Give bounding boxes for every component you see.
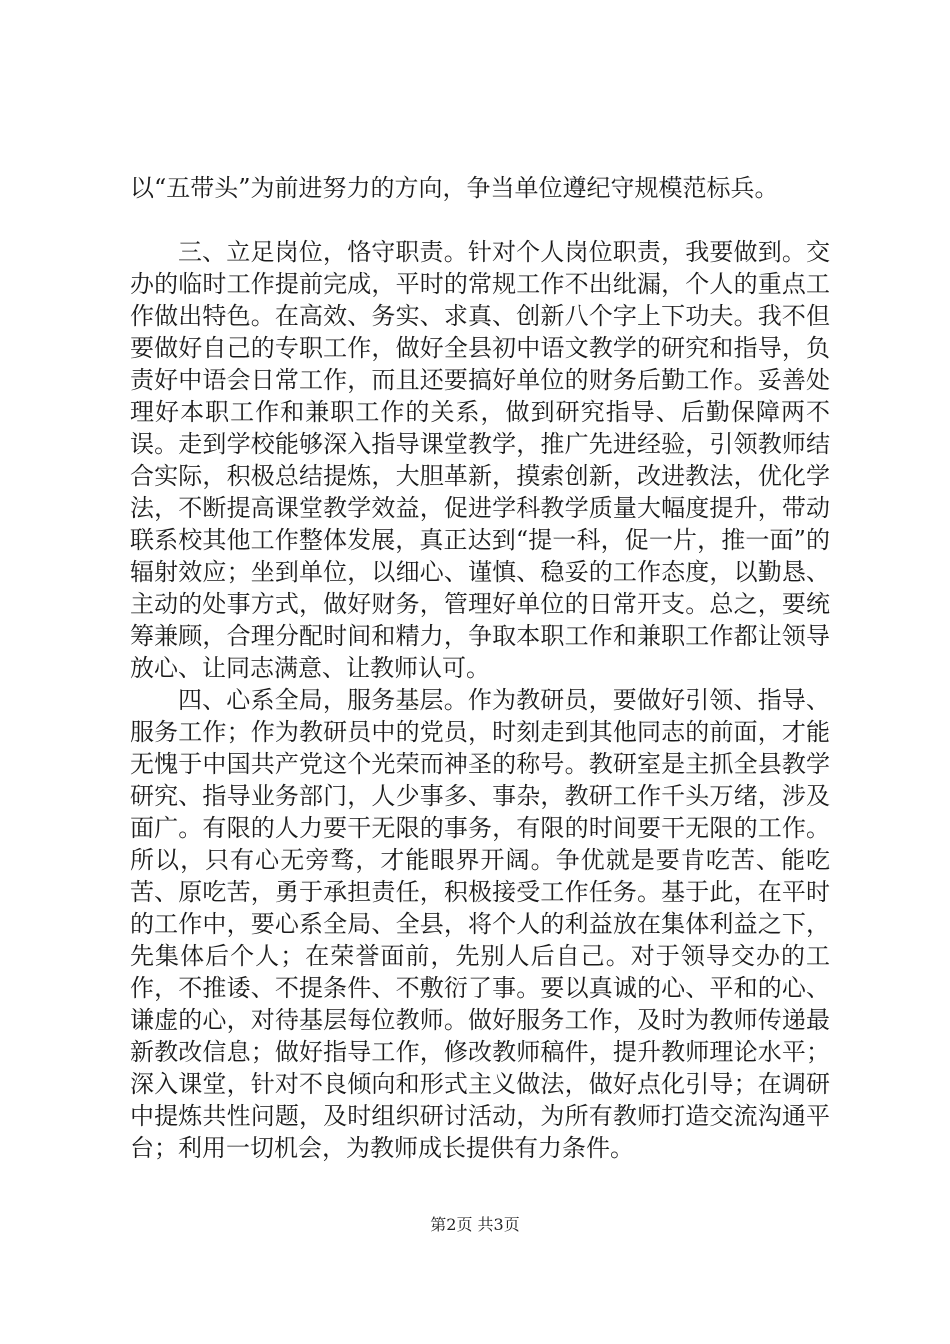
paragraph-closing-line: 以“五带头”为前进努力的方向，争当单位遵纪守规模范标兵。	[130, 174, 779, 202]
document-body	[130, 172, 830, 1164]
page-number-footer: 第2页 共3页	[430, 1215, 520, 1234]
paragraph-section-four: 四、心系全局，服务基层。作为教研员，要做好引领、指导、服务工作；作为教研员中的党员，时刻走到其他同志的前面，才能无愧于中国共产党这个光荣而神圣的称号。教研室是主抓全县教学研究、指导业务部门，人少事多、事杂，教研工作千头万绪，涉及面广。有限的人力要干无限的事务，有限的时间要干无限的工作。所以，只有心无旁骛，才能眼界开阔。争优就是要肯吃苦、能吃苦、原吃苦，勇于承担责任，积极接受工作任务。基于此，在平时的工作中，要心系全局、全县，将个人的利益放在集体利益之下，先集体后个人；在荣誉面前，先别人后自己。对于领导交办的工作，不推诿、不提条件、不敷衍了事。要以真诚的心、平和的心、谦虚的心，对待基层每位教师。做好服务工作，及时为教师传递最新教改信息；做好指导工作，修改教师稿件，提升教师理论水平；深入课堂，针对不良倾向和形式主义做法，做好点化引导；在调研中提炼共性问题，及时组织研讨活动，为所有教师打造交流沟通平台；利用一切机会，为教师成长提供有力条件。	[130, 686, 830, 1162]
paragraph-section-three: 三、立足岗位，恪守职责。针对个人岗位职责，我要做到。交办的临时工作提前完成，平时的常规工作不出纰漏，个人的重点工作做出特色。在高效、务实、求真、创新八个字上下功夫。我不但要做好自己的专职工作，做好全县初中语文教学的研究和指导，负责好中语会日常工作，而且还要搞好单位的财务后勤工作。妥善处理好本职工作和兼职工作的关系，做到研究指导、后勤保障两不误。走到学校能够深入指导课堂教学，推广先进经验，引领教师结合实际，积极总结提炼，大胆革新，摸索创新，改进教法，优化学法，不断提高课堂教学效益，促进学科教学质量大幅度提升，带动联系校其他工作整体发展，真正达到“提一科，促一片，推一面”的辐射效应；坐到单位，以细心、谨慎、稳妥的工作态度，以勤恳、主动的处事方式，做好财务，管理好单位的日常开支。总之，要统筹兼顾，合理分配时间和精力，争取本职工作和兼职工作都让领导放心、让同志满意、让教师认可。	[130, 238, 830, 682]
paragraph-spacer	[130, 204, 830, 236]
